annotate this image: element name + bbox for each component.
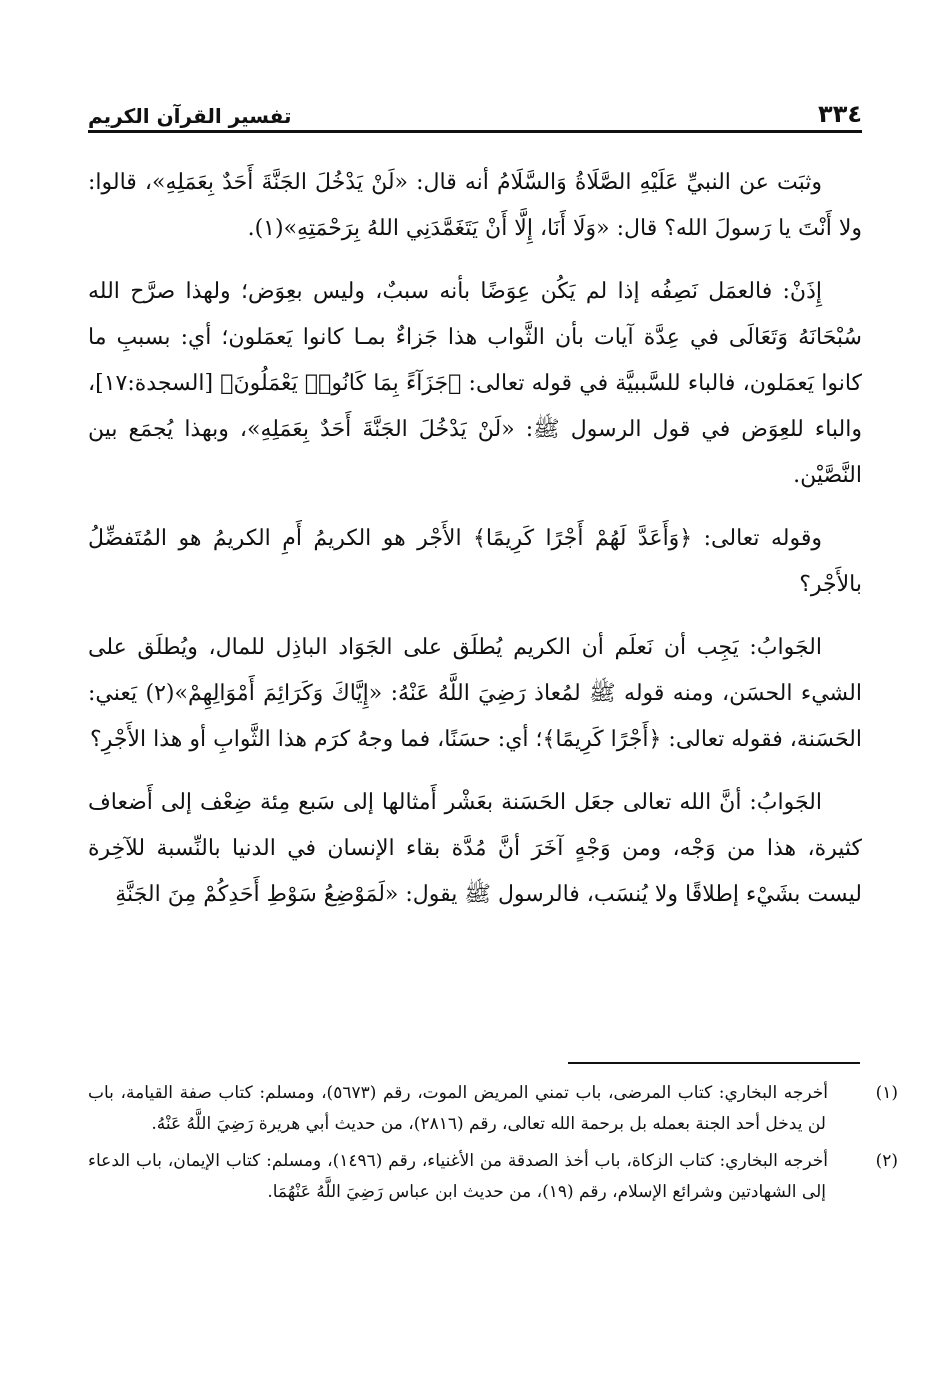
paragraph: وقوله تعالى: ﴿وَأَعَدَّ لَهُمْ أَجْرًا كَرِيمًا﴾ الأَجْر هو الكريمُ أَمِ الكريمُ هو المُتَفضِّلُ بالأَجْر؟: [88, 526, 862, 597]
page-header: [88, 86, 862, 128]
footnote: [88, 1146, 898, 1208]
paragraph: وثبَت عن النبيِّ عَلَيْهِ الصَّلَاةُ وَالسَّلَامُ أنه قال: «لَنْ يَدْخُلَ الجَنَّةَ أَحَدٌ بِعَمَلِهِ»، قالوا: ولا أَنْتَ يا رَسولَ الله؟ قال: «وَلَا أَنَا، إِلَّا أَنْ يَتَغَمَّدَنِي اللهُ بِرَحْمَتِهِ»(١).: [88, 170, 862, 241]
paragraph: الجَوابُ: يَجِب أن نَعلَم أن الكريم يُطلَق على الجَوَاد الباذِل للمال، ويُطلَق على الشيء الحسَن، ومنه قوله ﷺ لمُعاذ رَضِيَ اللَّهُ عَنْهُ: «إِيَّاكَ وَكَرَائِمَ أَمْوَالِهِمْ»(٢) يَعني: الحَسَنة، فقوله تعالى: ﴿أَجْرًا كَرِيمًا﴾؛ أي: حسَنًا، فما وجهُ كرَم هذا الثَّوابِ أو هذا الأَجْرِ؟: [88, 635, 862, 752]
paragraph: الجَوابُ: أنَّ الله تعالى جعَل الحَسَنة بعَشْر أَمثالها إلى سَبع مِئة ضِعْف إلى أَضعاف كثيرة، هذا من وَجْه، ومن وَجْهٍ آخَرَ أنَّ مُدَّة بقاء الإنسان في الدنيا بالنِّسبة للآخِرة ليست بشَيْء إطلاقًا ولا يُنسَب، فالرسول ﷺ يقول: «لَمَوْضِعُ سَوْطِ أَحَدِكُمْ مِنَ الجَنَّةِ: [88, 790, 862, 907]
main-text: [88, 160, 862, 935]
footnote-divider: [568, 1062, 860, 1064]
footnote-text: أخرجه البخاري: كتاب الزكاة، باب أخذ الصدقة من الأغنياء، رقم (١٤٩٦)، ومسلم: كتاب الإيمان، باب الدعاء إلى الشهادتين وشرائع الإسلام، رقم (١٩)، من حديث ابن عباس رَضِيَ اللَّهُ عَنْهُمَا.: [88, 1151, 828, 1202]
footnote-number: (١): [875, 1083, 899, 1103]
page-number: ٣٣٤: [818, 100, 862, 128]
footnote-number: (٢): [875, 1151, 898, 1171]
book-title: تفسير القرآن الكريم: [88, 104, 292, 128]
footnote-text: أخرجه البخاري: كتاب المرضى، باب تمني المريض الموت، رقم (٥٦٧٣)، ومسلم: كتاب صفة القيامة، باب لن يدخل أحد الجنة بعمله بل برحمة الله تعالى، رقم (٢٨١٦)، من حديث أبي هريرة رَضِيَ اللَّهُ عَنْهُ.: [88, 1083, 829, 1134]
footnote: [88, 1078, 899, 1140]
header-divider: [88, 130, 862, 133]
paragraph: إِذَنْ: فالعمَل نَصِفُه إذا لم يَكُن عِوَضًا بأنه سببٌ، وليس بعِوَض؛ ولهذا صرَّح الله سُبْحَانَهُ وَتَعَالَى في عِدَّة آيات بأن الثَّواب هذا جَزاءٌ بمـا كانوا يَعمَلون؛ أي: بسببِ ما كانوا يَعمَلون، فالباء للسَّببيَّة في قوله تعالى: ﴿جَزَآءً بِمَا كَانُوا۟ يَعْمَلُونَ﴾ [السجدة:١٧]، والباء للعِوَض في قول الرسول ﷺ: «لَنْ يَدْخُلَ الجَنَّةَ أَحَدٌ بِعَمَلِهِ»، وبهذا يُجمَع بين النَّصَّيْن.: [88, 279, 862, 488]
footnotes: [88, 1078, 899, 1214]
